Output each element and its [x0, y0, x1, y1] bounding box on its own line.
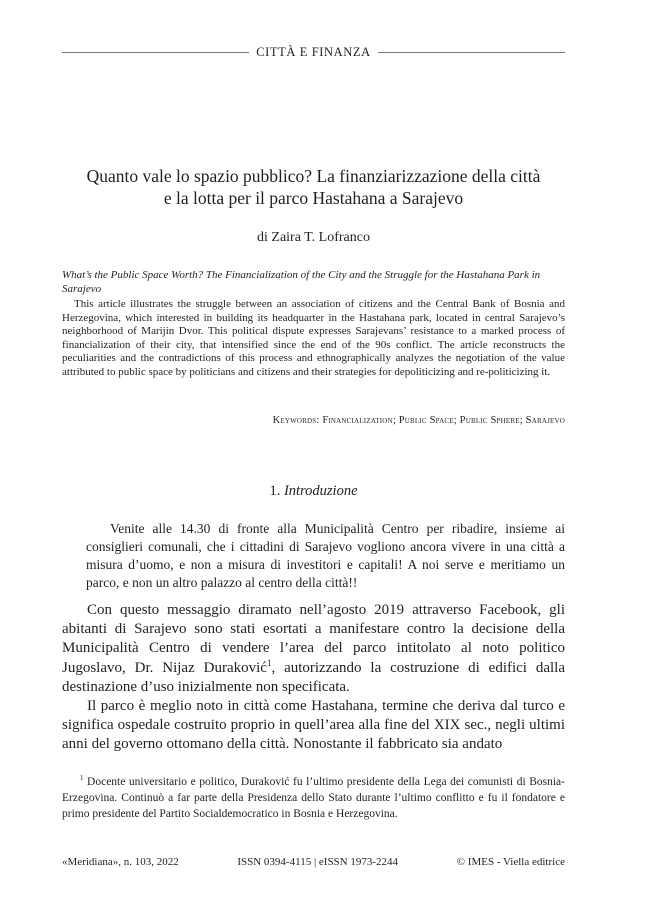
- running-head-rule-right: [378, 52, 565, 53]
- section-title: Introduzione: [283, 483, 358, 499]
- article-title-line-2: e la lotta per il parco Hastahana a Sarajevo: [163, 188, 464, 208]
- body-paragraph-1-text-a: Con questo messaggio diramato nell’agosto 2019 attraverso Facebook, gli abitanti di Sarajevo sono stati esortati a manifestare contro la decisione della Municipalità Centro di vendere l’area del parco intitolato al noto politico Jugoslavo, Dr. Nijaz Duraković: [62, 602, 565, 676]
- running-head: [62, 42, 565, 62]
- footer-publisher: © IMES - Viella editrice: [456, 856, 565, 868]
- footnote: [62, 774, 565, 822]
- running-head-label: CITTÀ E FINANZA: [256, 44, 371, 59]
- epigraph-quote: Venite alle 14.30 di fronte alla Municipalità Centro per ribadire, insieme ai consiglieri comunali, che i cittadini di Sarajevo vogliono ancora vivere in una città a misura d’uomo, e non a misura di investitori e capitali! A noi serve e meritiamo un parco, e non un altro palazzo al centro della città!!: [86, 521, 565, 590]
- footnote-number: 1: [80, 775, 84, 783]
- author-byline: di Zaira T. Lofranco: [257, 230, 370, 245]
- body-paragraph-1-text-b: , autorizzando la costruzione di edifici dalla destinazione d’uso inizialmente non specificata.: [62, 659, 566, 695]
- english-title: What’s the Public Space Worth? The Financialization of the City and the Struggle for the Hastahana Park in Sarajevo: [62, 269, 541, 295]
- article-title: [62, 165, 565, 209]
- footnote-reference[interactable]: 1: [266, 657, 272, 668]
- article-title-line-1: Quanto vale lo spazio pubblico? La finanziarizzazione della città: [86, 166, 541, 186]
- keywords: Keywords: Financialization; Public Space; Public Sphere; Sarajevo: [272, 415, 565, 426]
- section-number: 1.: [269, 483, 281, 499]
- footer-issn: ISSN 0394-4115 | eISSN 1973-2244: [237, 856, 399, 868]
- footnote-text: Docente universitario e politico, Duraković fu l’ultimo presidente della Lega dei comunisti di Bosnia-Erzegovina. Continuò a far parte della Presidenza dello Stato durante l’ultimo conflitto e fu il fondatore e primo presidente del Partito Socialdemocratico in Bosnia e Herzegovina.: [62, 776, 565, 820]
- section-heading: [62, 483, 565, 500]
- body-paragraph-1: [62, 601, 565, 697]
- page-footer: [62, 856, 565, 868]
- footer-journal: «Meridiana», n. 103, 2022: [62, 856, 179, 868]
- abstract: This article illustrates the struggle between an association of citizens and the Central Bank of Bosnia and Herzegovina, which interested in building its headquarter in the Hastahana park, located in central Sarajevo’s neighborhood of Marijin Dvor. This political dispute expresses Sarajevans’ resistance to a marked process of financialization of their city, that intensified since the end of the 90s conflict. The article reconstructs the peculiarities and the contradictions of this process and ethnographically analyzes the negotiation of the value attributed to public space by politicians and citizens and their strategies for depoliticizing and re-politicizing it.: [62, 298, 565, 378]
- body-paragraph-2: Il parco è meglio noto in città come Hastahana, termine che deriva dal turco e significa ospedale costruito proprio in quell’area alla fine del XIX sec., negli ultimi anni del governo ottomano della città. Nonostante il fabbricato sia andato: [62, 698, 565, 753]
- running-head-rule-left: [62, 52, 249, 53]
